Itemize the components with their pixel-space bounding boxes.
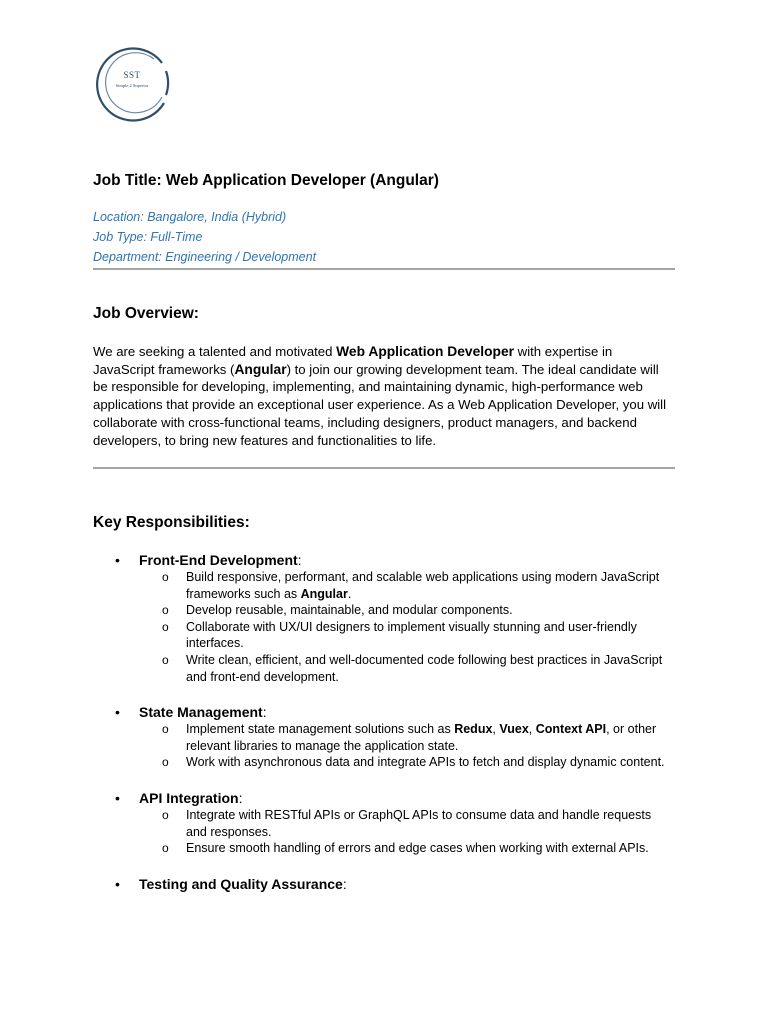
item-bold: Redux: [454, 722, 493, 737]
list-item: [93, 569, 675, 602]
responsibilities-section: [93, 514, 675, 893]
job-department: Department: Engineering / Development: [93, 250, 317, 264]
responsibility-title: [93, 551, 675, 569]
sub-bullet-icon: o: [162, 807, 169, 822]
responsibility-title-text: API Integration: [139, 789, 239, 806]
list-item: [93, 754, 675, 771]
sub-list: [93, 721, 675, 771]
responsibility-api-integration: [93, 789, 675, 857]
list-item: [93, 602, 675, 619]
sub-bullet-icon: o: [162, 841, 169, 856]
item-text: Collaborate with UX/UI designers to implement visually stunning and user-friendly interfaces.: [186, 619, 637, 651]
responsibility-title-text: Testing and Quality Assurance: [139, 875, 343, 892]
responsibility-front-end: [93, 551, 675, 685]
job-meta: [93, 207, 675, 267]
sub-list: [93, 807, 675, 857]
item-text: ,: [492, 722, 500, 737]
job-type: Job Type: Full-Time: [93, 230, 203, 244]
overview-text: ) to join our growing development team. The ideal candidate will be responsible for developing, implementing, and maintaining dynamic, high-performance web applications that provide an exceptional user experience. As a Web Application Developer, you will collaborate with cross-functional teams, including designers, product managers, and backend developers, to bring new features and functionalities to life.: [93, 361, 667, 448]
colon: :: [238, 789, 243, 806]
sub-bullet-icon: o: [162, 652, 169, 667]
bullet-icon: •: [115, 552, 120, 568]
responsibility-title-text: Front-End Development: [139, 552, 298, 568]
responsibility-testing: [93, 875, 675, 893]
sub-bullet-icon: o: [162, 603, 169, 618]
item-text: Integrate with RESTful APIs or GraphQL APIs to consume data and handle requests and responses.: [186, 807, 652, 839]
item-bold: Context API: [535, 722, 607, 737]
sub-list: [93, 569, 675, 685]
item-bold: Angular: [300, 586, 348, 601]
item-text: ,: [528, 722, 536, 737]
logo-name: SST: [123, 70, 141, 80]
responsibility-title-text: State Management: [139, 704, 263, 721]
item-bold: Vuex: [499, 722, 529, 737]
item-text: Implement state management solutions such as: [186, 722, 455, 737]
divider: [93, 268, 675, 270]
item-text: .: [347, 586, 352, 601]
responsibility-state-management: [93, 703, 675, 771]
responsibility-title: [93, 703, 675, 721]
list-item: [93, 652, 675, 685]
sub-bullet-icon: o: [162, 570, 169, 584]
list-item: [93, 807, 675, 840]
item-text: , or other relevant libraries to manage the application state.: [186, 722, 657, 753]
overview-role: Web Application Developer: [336, 344, 515, 359]
list-item: [93, 721, 675, 754]
bullet-icon: •: [115, 704, 120, 721]
list-item: [93, 619, 675, 652]
sub-bullet-icon: o: [162, 755, 169, 770]
job-title: Job Title: Web Application Developer (Angular): [93, 172, 439, 189]
overview-text: We are seeking a talented and motivated: [93, 344, 337, 359]
divider: [93, 467, 675, 469]
overview-text: with expertise in JavaScript frameworks (: [93, 344, 613, 377]
company-logo: [92, 45, 176, 125]
item-text: Work with asynchronous data and integrate APIs to fetch and display dynamic content.: [186, 755, 665, 770]
overview-framework: Angular: [234, 361, 287, 377]
overview-heading: Job Overview:: [93, 305, 199, 322]
colon: :: [297, 552, 302, 568]
job-location: Location: Bangalore, India (Hybrid): [93, 210, 287, 224]
responsibility-title: [93, 875, 675, 893]
colon: :: [262, 704, 267, 721]
sub-bullet-icon: o: [162, 619, 169, 634]
item-text: Ensure smooth handling of errors and edge cases when working with external APIs.: [186, 841, 649, 856]
overview-paragraph: [93, 343, 675, 449]
bullet-icon: •: [115, 789, 120, 806]
item-text: Build responsive, performant, and scalable web applications using modern JavaScript frameworks such as: [186, 570, 660, 601]
list-item: [93, 840, 675, 857]
colon: :: [342, 875, 347, 892]
item-text: Write clean, efficient, and well-documented code following best practices in JavaScript and front-end development.: [186, 652, 663, 684]
logo-tagline: Simple 2 Superior: [115, 83, 149, 88]
bullet-icon: •: [115, 875, 120, 892]
sub-bullet-icon: o: [162, 722, 169, 737]
responsibilities-heading: Key Responsibilities:: [93, 514, 250, 531]
responsibility-title: [93, 789, 675, 807]
item-text: Develop reusable, maintainable, and modular components.: [186, 603, 513, 618]
job-header: [93, 172, 675, 469]
